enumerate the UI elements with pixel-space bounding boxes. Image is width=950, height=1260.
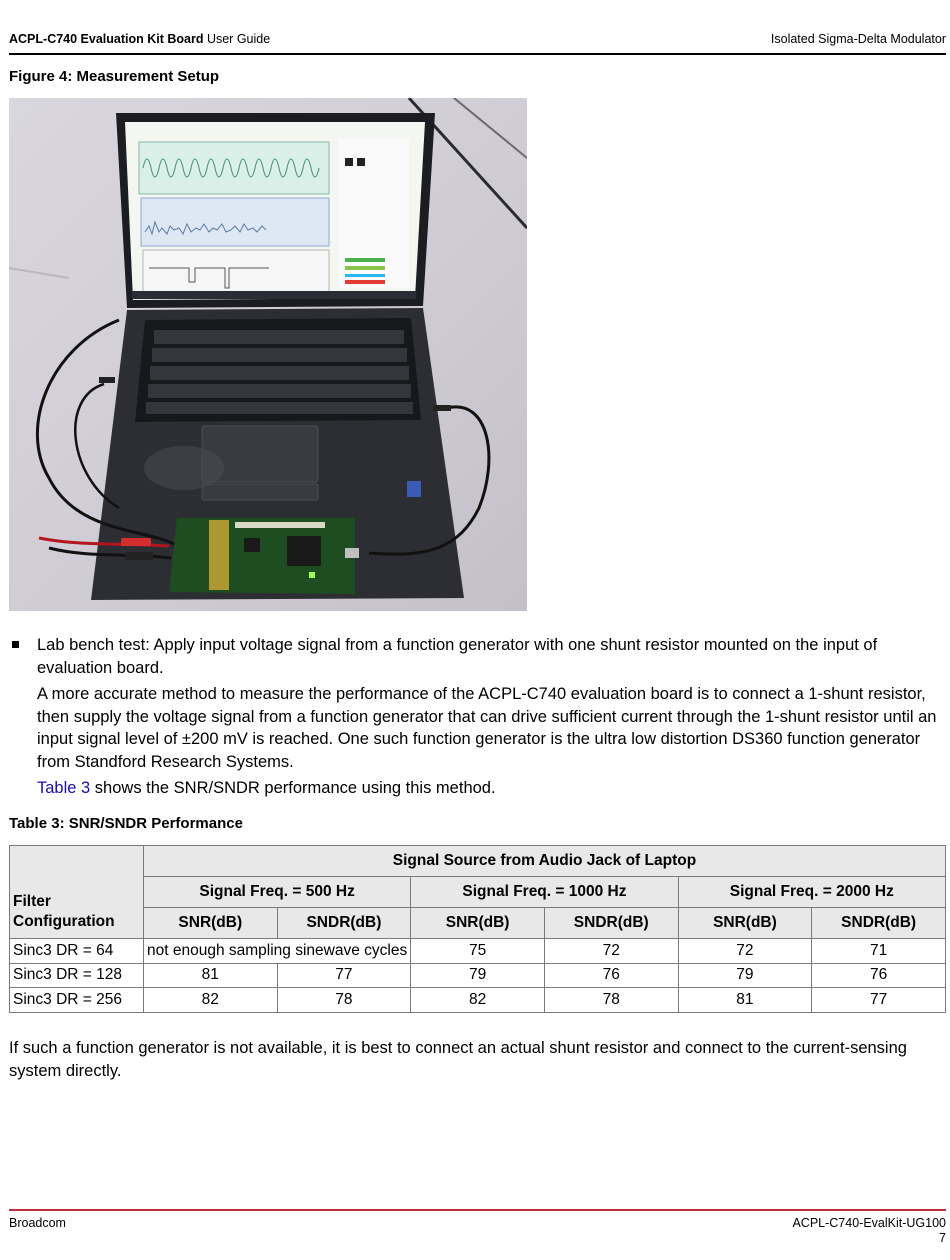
- config-cell: Sinc3 DR = 256: [10, 988, 144, 1013]
- filter-configuration-header: Filter Configuration: [10, 846, 144, 939]
- freq-500-header: Signal Freq. = 500 Hz: [143, 877, 410, 908]
- table-row: [10, 988, 946, 1013]
- freq-1000-header: Signal Freq. = 1000 Hz: [411, 877, 678, 908]
- value-cell: 77: [812, 988, 946, 1013]
- merged-note-cell: not enough sampling sinewave cycles: [143, 939, 410, 964]
- metric-header: SNR(dB): [143, 908, 277, 939]
- snr-sndr-table: [9, 845, 946, 1013]
- metric-header: SNR(dB): [411, 908, 545, 939]
- value-cell: 82: [143, 988, 277, 1013]
- value-cell: 82: [411, 988, 545, 1013]
- value-cell: 81: [678, 988, 812, 1013]
- value-cell: 71: [812, 939, 946, 964]
- freq-2000-header: Signal Freq. = 2000 Hz: [678, 877, 945, 908]
- footer-rule: [9, 1209, 946, 1211]
- value-cell: 78: [277, 988, 411, 1013]
- table-reference-text: shows the SNR/SNDR performance using this method.: [90, 779, 496, 797]
- table-row: [10, 963, 946, 988]
- value-cell: 75: [411, 939, 545, 964]
- footer-company: Broadcom: [9, 1216, 66, 1230]
- value-cell: 81: [143, 963, 277, 988]
- measurement-setup-illustration: [9, 98, 527, 611]
- bullet-text: Lab bench test: Apply input voltage signal from a function generator with one shunt resistor mounted on the input of evaluation board.: [37, 636, 878, 677]
- config-cell: Sinc3 DR = 64: [10, 939, 144, 964]
- page-number: 7: [939, 1231, 946, 1245]
- bullet-square-icon: [12, 641, 19, 648]
- value-cell: 77: [277, 963, 411, 988]
- value-cell: 79: [411, 963, 545, 988]
- metric-header: SNR(dB): [678, 908, 812, 939]
- config-cell: Sinc3 DR = 128: [10, 963, 144, 988]
- value-cell: 76: [812, 963, 946, 988]
- value-cell: 72: [544, 939, 678, 964]
- table-3-link[interactable]: Table 3: [37, 779, 91, 797]
- table-reference-paragraph: [9, 777, 946, 800]
- value-cell: 72: [678, 939, 812, 964]
- footer-doc-info: [792, 1216, 946, 1246]
- value-cell: 79: [678, 963, 812, 988]
- method-paragraph: A more accurate method to measure the performance of the ACPL-C740 evaluation board is to connect a 1-shunt resistor, then supply the voltage signal from a function generator that can drive sufficient current through the 1-shunt resistor until an input signal level of ±200 mV is reached. One such function generator is the ultra low distortion DS360 function generator from Standford Research Systems.: [37, 685, 937, 771]
- body-text: [9, 634, 946, 800]
- metric-header: SNDR(dB): [277, 908, 411, 939]
- measurement-setup-photo: [9, 98, 527, 611]
- figure-caption: Figure 4: Measurement Setup: [9, 68, 220, 85]
- table-caption: Table 3: SNR/SNDR Performance: [9, 815, 243, 832]
- value-cell: 76: [544, 963, 678, 988]
- metric-header: SNDR(dB): [812, 908, 946, 939]
- table-row: [10, 939, 946, 964]
- header-section: Isolated Sigma-Delta Modulator: [770, 32, 946, 46]
- metric-header: SNDR(dB): [544, 908, 678, 939]
- value-cell: 78: [544, 988, 678, 1013]
- header-title: ACPL-C740 Evaluation Kit Board User Guide: [9, 32, 271, 46]
- closing-paragraph: If such a function generator is not available, it is best to connect an actual shunt resistor and connect to the current-sensing system directly.: [9, 1039, 907, 1080]
- footer-doc-id: ACPL-C740-EvalKit-UG100: [792, 1216, 946, 1230]
- page-header: [9, 31, 946, 55]
- bullet-item: [9, 634, 946, 679]
- signal-source-header: Signal Source from Audio Jack of Laptop: [143, 846, 945, 877]
